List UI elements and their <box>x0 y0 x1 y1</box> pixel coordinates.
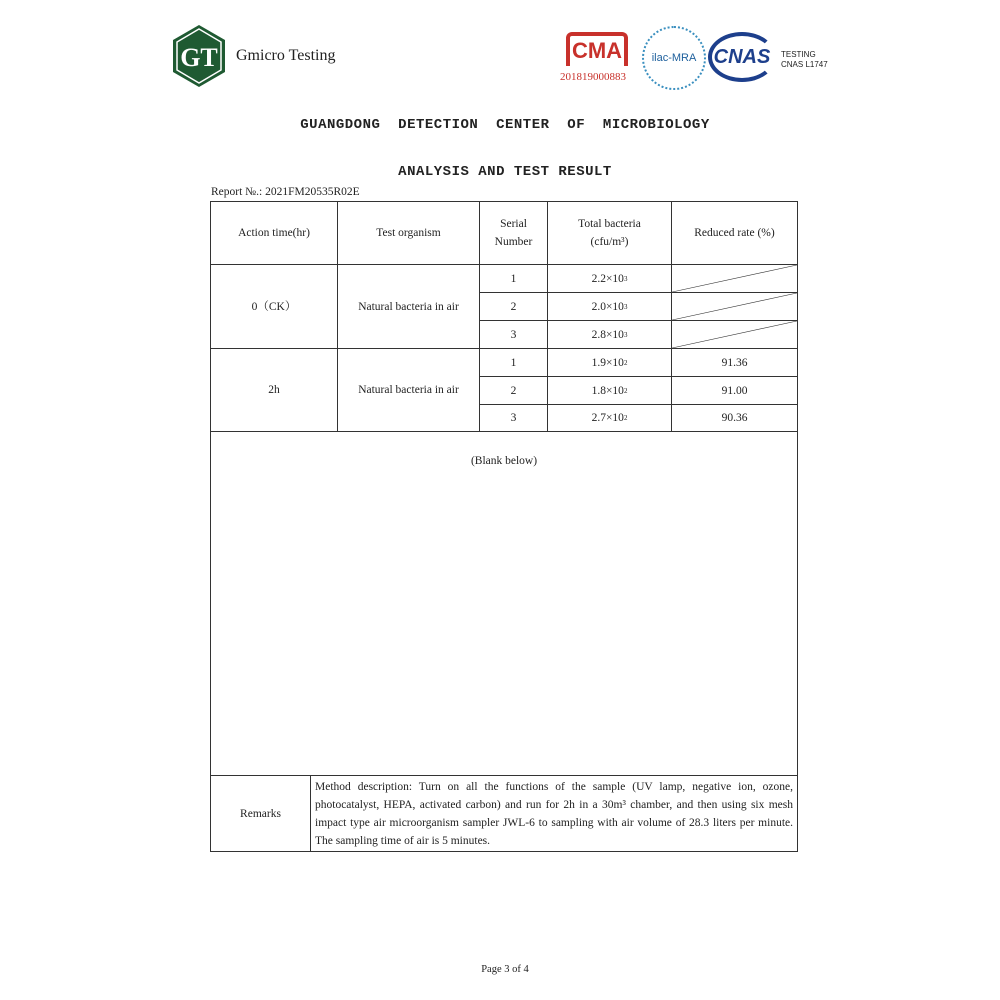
remarks-label-cell: Remarks <box>210 775 311 852</box>
bacteria-exponent: 2 <box>623 358 628 367</box>
reduced-rate-cell: 91.00 <box>671 376 798 405</box>
blank-area <box>210 431 798 776</box>
reduced-rate-cell <box>671 320 798 349</box>
cnas-label: TESTING CNAS L1747 <box>781 50 828 69</box>
header-label: Reduced rate (%) <box>694 227 775 239</box>
brand-name: Gmicro Testing <box>236 47 336 64</box>
bacteria-cell <box>547 264 672 293</box>
reduced-rate-cell <box>671 292 798 321</box>
gmicro-logo-icon <box>172 24 226 88</box>
diagonal-slash <box>672 321 797 348</box>
remarks-text-cell <box>310 775 798 852</box>
page-title: GUANGDONG DETECTION CENTER OF MICROBIOLOGY <box>300 117 710 133</box>
header-cell <box>479 201 548 265</box>
bacteria-cell <box>547 376 672 405</box>
bacteria-cell <box>547 292 672 321</box>
diagonal-slash <box>672 293 797 320</box>
bacteria-value: 1.8×10 <box>591 384 624 397</box>
bacteria-exponent: 2 <box>623 386 628 395</box>
organism-cell: Natural bacteria in air <box>337 348 480 432</box>
header-cell <box>671 201 798 265</box>
reduced-rate-cell: 91.36 <box>671 348 798 377</box>
bacteria-value: 1.9×10 <box>591 356 624 369</box>
remarks-text: Method description: Turn on all the functions of the sample (UV lamp, negative ion, ozone, photocatalyst, HEPA, activated carbon) and run for 2h in a 30m³ chamber, and then using six mesh impact type air microorganism sampler JWL-6 to sampling with air volume of 28.3 liters per minute. The sampling time of air is 5 minutes. <box>315 780 793 847</box>
blank-below-note: (Blank below) <box>470 455 538 467</box>
header-cell <box>547 201 672 265</box>
serial-cell: 3 <box>479 320 548 349</box>
ilac-mra-logo-icon: ilac-MRA <box>642 26 706 90</box>
reduced-rate-cell: 90.36 <box>671 404 798 432</box>
report-number: Report №.: 2021FM20535R02E <box>211 186 360 198</box>
serial-cell: 1 <box>479 348 548 377</box>
cnas-logo-icon: CNAS <box>708 32 776 82</box>
cma-number: 201819000883 <box>560 71 626 83</box>
serial-cell: 3 <box>479 404 548 432</box>
bacteria-cell <box>547 320 672 349</box>
header-label: Total bacteria (cfu/m³) <box>578 218 641 248</box>
bacteria-value: 2.8×10 <box>591 328 624 341</box>
serial-cell: 2 <box>479 376 548 405</box>
bacteria-exponent: 3 <box>623 330 628 339</box>
bacteria-cell <box>547 404 672 432</box>
bacteria-exponent: 3 <box>623 274 628 283</box>
header-label: Serial Number <box>494 218 533 248</box>
cma-logo-icon: CMA <box>566 32 628 66</box>
action-time-cell: 0（CK） <box>210 264 338 349</box>
serial-cell: 2 <box>479 292 548 321</box>
bacteria-value: 2.2×10 <box>591 272 624 285</box>
header-label: Test organism <box>376 227 441 239</box>
bacteria-value: 2.0×10 <box>591 300 624 313</box>
action-time-cell: 2h <box>210 348 338 432</box>
bacteria-exponent: 2 <box>623 414 628 422</box>
bacteria-value: 2.7×10 <box>591 412 624 424</box>
header-cell <box>337 201 480 265</box>
bacteria-exponent: 3 <box>623 302 628 311</box>
organism-cell: Natural bacteria in air <box>337 264 480 349</box>
page-number: Page 3 of 4 <box>481 964 529 975</box>
header-label: Action time(hr) <box>238 227 310 239</box>
serial-cell: 1 <box>479 264 548 293</box>
reduced-rate-cell <box>671 264 798 293</box>
page-subtitle: ANALYSIS AND TEST RESULT <box>398 164 612 180</box>
bacteria-cell <box>547 348 672 377</box>
diagonal-slash <box>672 265 797 292</box>
svg-text:GT: GT <box>180 43 218 72</box>
header-cell <box>210 201 338 265</box>
